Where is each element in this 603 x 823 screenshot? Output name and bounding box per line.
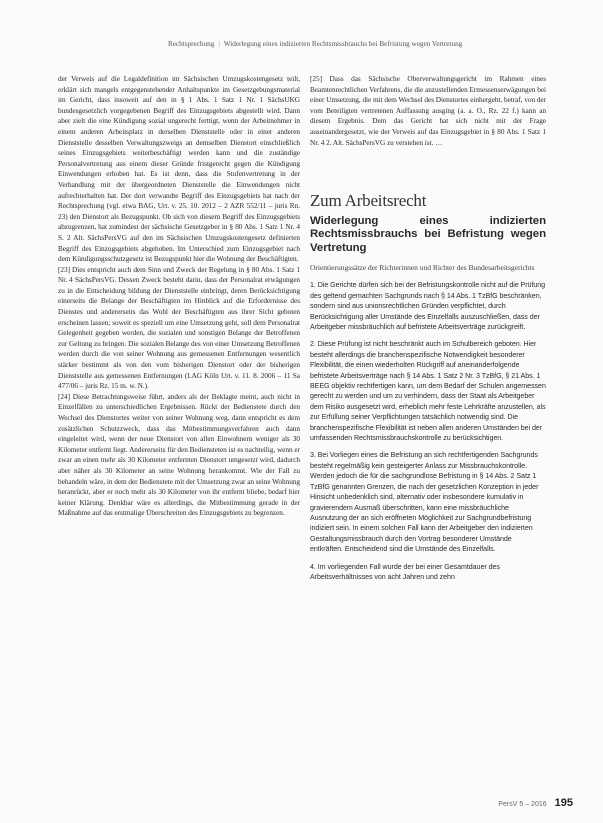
body-paragraph: [24] Diese Betrachtungsweise führt, anders als der Beklagte meint, auch nicht in Einzelfällen zu unterschiedlichen Ergebnissen. Rückt der Bedienstete durch den Wechsel des Dienstortes weiter von seiner Wohnung weg, dann entspricht es dem zusätzlichen Schutzzweck, dass das Mitbestimmungsverfahren auch dann eingeleitet wird, wenn der neue Dienstort von allen Einwohnern weniger als 30 Kilometer entfernt liegt. Andererseits für den Bediensteten ist es nachteilig, wenn er zwar an einen mehr als 30 Kilometer entfernten Dienstort umgesetzt wird, dadurch aber näher als 30 Kilometer an seine Wohnung herankommt. Wie der Fall zu behandeln wäre, in dem der Bedienstete mit der Umsetzung zwar an seine Wohnung heranrückt, aber er noch mehr als 30 Kilometer von ihr entfernt bliebe, bedarf hier keiner Klärung. Denkbar wäre es allerdings, die Mitbestimmung gerade in der Maßnahme auf das erstmalige Überschreiten des Einzugsgebiets zu begrenzen. bbox=[58, 391, 300, 518]
page-number: 195 bbox=[554, 797, 573, 809]
body-paragraph: [23] Dies entspricht auch dem Sinn und Zweck der Regelung in § 80 Abs. 1 Satz 1 Nr. 4 SächsPersVG. Dessen Zweck besteht darin, dass der Personalrat erwägungen zu in die Entscheidung bildung der Dienststelle einbringt, deren Berücksichtigung einerseits die Belange der Beschäftigten im Hinblick auf die Erfordernisse des Dienstes und andererseits das Wohl der Beschäftigten aus ihrer Sicht geboten erscheinen lassen; soweit es speziell um eine Umsetzung geht, soll dem Personalrat Gelegenheit gegeben werden, die sozialen und sonstigen Belange der Betroffenen zur Geltung zu bringen. Die sozialen Belange des von einer Umsetzung Betroffenen werden durch die von seiner Wohnung aus gemessenen Entfernungen wesentlich stärker bestimmt als von den vom bisherigen Dienstort oder der bisherigen Dienststelle aus gemessenen Entfernungen (LAG Köln Urt. v. 11. 8. 2006 – 11 Sa 477/06 – juris Rz. 15 m. w. N.). bbox=[58, 264, 300, 391]
left-column bbox=[58, 74, 300, 519]
header-section: Rechtsprechung bbox=[168, 40, 215, 48]
thesis-item: 2. Diese Prüfung ist nicht beschränkt auch im Schulbereich geboten. Hier besteht allerdings die branchenspezifische Notwendigkeit besonderer Flexibilität, die einen wiederholten Rückgriff auf aneinanderfolgende befristete Arbeitsverträge nach § 14 Abs. 1 Satz 2 Nr. 3 TzBfG, § 21 Abs. 1 BEEG objektiv rechtfertigen kann, um dem Bedarf der Schulen angemessen gerecht zu werden und um zu verhindern, dass der Staat als Arbeitgeber dem Risiko ausgesetzt wird, erheblich mehr feste Lehrkräfte anzustellen, als zur Erfüllung seiner Verpflichtungen tatsächlich notwendig sind. Die branchenspezifische Flexibilität ist neben allen anderen Umständen bei der umfassenden Rechtsmissbrauchskontrolle zu berücksichtigen. bbox=[310, 340, 546, 443]
page-footer bbox=[498, 793, 573, 811]
article-subtitle: Orientierungssätze der Richterinnen und Richter des Bundesarbeitsgerichts bbox=[310, 262, 535, 272]
body-paragraph: der Verweis auf die Legaldefinition im Sächsischen Umzugskostengesetz teilt, erklärt sich mangels entgegenstehender Anhaltspunkte im Gesetzgebungsmaterial im Gericht, dass insoweit auf den in § 1 Abs. 1 Satz 1 Nr. 1 SächsUKG bundesgesetzlich vorgegebenen Begriff des Einzugsgebiets abgestellt wird. Dann aber zielt die eine Kündigung sozial ungerecht ferttigt, wenn der Arbeitnehmer in einem anderen Arbeitsplatz in derselben Dienststelle oder in einer anderen Dienststelle desselben Verwaltungszweigs an demselben Dienstort einschließlich seines Einzugsgebiets weiterbeschäftigt werden kann und die zuständige Personalvertretung aus einem dieser Gründe fristgerecht gegen die Kündigung Einwendungen erhoben hat. Es ist denn, dass die Stufenvertretung in der Verhandlung mit der übergeordneten Dienststelle die Einwendungen nicht aufrechterhalten hat. Der dort verwandte Begriff des Einzugsgebiets hat nach der Rechtsprechung (vgl. etwa BAG, Urt. v. 25. 10. 2012 – 2 AZR 552/11 – juris Rn. 23) den Dienstort als Bezugspunkt. Ob sich von diesem Begriff des Einzugsgebiets abzugrenzen, hat zumindest der sächsische Gesetzgeber in § 80 Abs. 1 Satz 1 Nr. 4 S. 2 Alt. SächsPersVG auf den im Sächsischen Umzugskostengesetz definierten Begriff des Einzugsgebiets abgehoben. Im Unterschied zum Einzugsgebiet nach dem Kündigungsschutzgesetz ist Bezugspunkt hier die Wohnung der Beschäftigten. bbox=[58, 74, 300, 264]
right-column bbox=[310, 74, 546, 589]
running-header bbox=[168, 40, 578, 48]
section-title: Zum Arbeitsrecht bbox=[310, 191, 427, 211]
thesis-item: 4. Im vorliegenden Fall wurde der bei einer Gesamtdauer des Arbeitsverhältnisses von acht Jahren und zehn bbox=[310, 562, 500, 581]
header-separator: | bbox=[218, 40, 220, 48]
article-title: Widerlegung eines indizierten Rechtsmissbrauchs bei Befristung wegen Vertretung bbox=[310, 214, 546, 254]
header-running-title: Widerlegung eines indizierten Rechtsmissbrauchs bei Befristung wegen Vertretung bbox=[223, 40, 463, 48]
issue-label: PersV 5 – 2016 bbox=[498, 801, 547, 808]
thesis-item: 3. Bei Vorliegen eines die Befristung an sich rechtfertigenden Sachgrunds besteht regelmäßig kein gesteigerter Anlass zur Missbrauchskontrolle. Werden jedoch die für die sachgrundlose Befristung in § 14 Abs. 2 Satz 1 TzBfG genannten Grenzen, die nach der gesetzlichen Konzeption in jeder Hinsicht unbedenklich sind, alternativ oder insbesondere kumulativ in gravierendem Ausmaß überschritten, kann eine missbräuchliche Ausnutzung der an sich eröffneten Möglichkeit zur Sachgrundbefristung indiziert sein. In einem solchen Fall kann der Arbeitgeber den indizierten Gestaltungsmissbrauch durch den Vortrag besonderer Umstände entkräften. Entscheidend sind die Umstände des Einzelfalls. bbox=[310, 451, 539, 554]
body-paragraph: [25] Dass das Sächsische Oberverwaltungsgericht im Rahmen eines Beamtenrechtlichen Verfahrens, die die anzustellenden Ermessenserwägungen bei einer Umsetzung, die mit dem Wechsel des Dienstortes einhergeht, betraf, von der vom Beteiligten vertretenen Auffassung ausging (a. a. O., Rz. 22 f.) kann an diesem Ergebnis. Dem das Gericht hat sich nicht mit der Frage auseinandergesetzt, wie der Verweis auf das Einzugsgebiet in § 80 Abs. 1 Satz 1 Nr. 4 2. Alt. SächsPersVG zu verstehen ist. … bbox=[310, 74, 546, 147]
thesis-item: 1. Die Gerichte dürfen sich bei der Befristungskontrolle nicht auf die Prüfung des geltend gemachten Sachgrunds nach § 14 Abs. 1 TzBfG beschränken, sondern sind aus unionsrechtlichen Gründen verpflichtet, durch Berücksichtigung aller Umstände des Einzelfalls auszuschließen, dass der Arbeitgeber missbräuchlich auf befristete Arbeitsverträge zurückgreift. bbox=[310, 281, 546, 331]
